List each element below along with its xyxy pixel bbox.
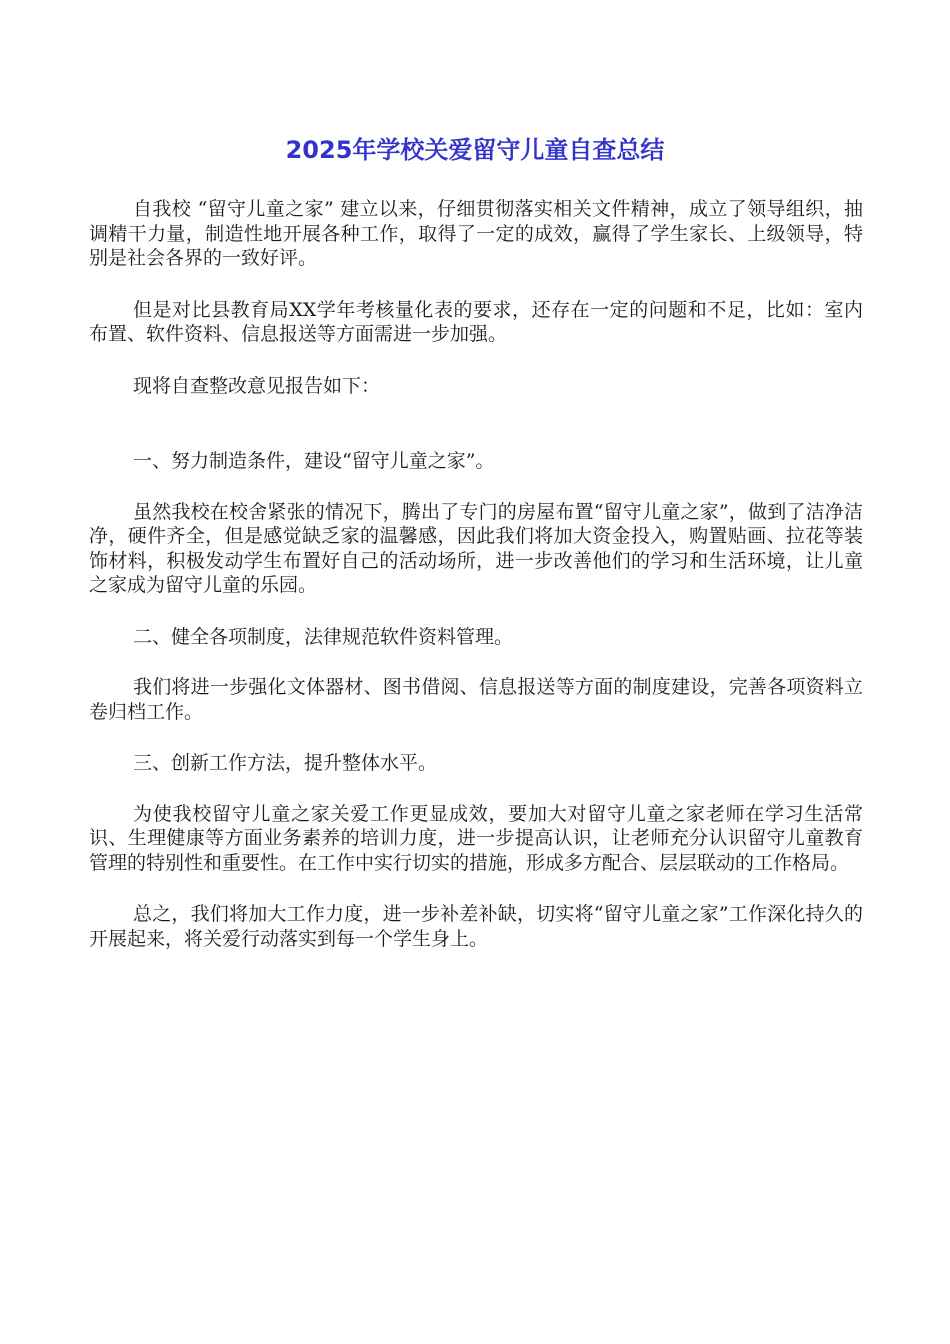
document-body	[89, 197, 863, 978]
document-title: 2025年学校关爱留守儿童自查总结	[285, 136, 665, 164]
section-heading-3: 三、创新工作方法，提升整体水平。	[133, 752, 438, 774]
section-heading-2: 二、健全各项制度，法律规范软件资料管理。	[133, 625, 514, 648]
paragraph-report-lead: 现将自查整改意见报告如下：	[133, 374, 381, 397]
paragraph-shortcomings: 但是对比县教育局XX学年考核量化表的要求，还存在一定的问题和不足，比如：室内布置、软件资料、信息报送等方面需进一步加强。	[89, 298, 863, 345]
paragraph-conclusion: 总之，我们将加大工作力度，进一步补差补缺，切实将“留守儿童之家”工作深化持久的开展起来，将关爱行动落实到每一个学生身上。	[89, 903, 863, 950]
paragraph-section-3: 为使我校留守儿童之家关爱工作更显成效，要加大对留守儿童之家老师在学习生活常识、生理健康等方面业务素养的培训力度，进一步提高认识，让老师充分认识留守儿童教育管理的特别性和重要性。在工作中实行切实的措施，形成多方配合、层层联动的工作格局。	[89, 802, 863, 874]
paragraph-intro: 自我校 “留守儿童之家” 建立以来，仔细贯彻落实相关文件精神，成立了领导组织，抽调精干力量，制造性地开展各种工作，取得了一定的成效，赢得了学生家长、上级领导，特别是社会各界的一致好评。	[89, 198, 863, 269]
section-heading-1: 一、努力制造条件，建设“留守儿童之家”。	[133, 450, 495, 472]
blank-line	[89, 425, 863, 449]
paragraph-section-1: 虽然我校在校舍紧张的情况下，腾出了专门的房屋布置“留守儿童之家”，做到了洁净洁净，硬件齐全，但是感觉缺乏家的温馨感，因此我们将加大资金投入，购置贴画、拉花等装饰材料，积极发动学生布置好自己的活动场所，进一步改善他们的学习和生活环境，让儿童之家成为留守儿童的乐园。	[89, 500, 863, 596]
paragraph-section-2: 我们将进一步强化文体器材、图书借阅、信息报送等方面的制度建设，完善各项资料立卷归档工作。	[89, 676, 863, 723]
